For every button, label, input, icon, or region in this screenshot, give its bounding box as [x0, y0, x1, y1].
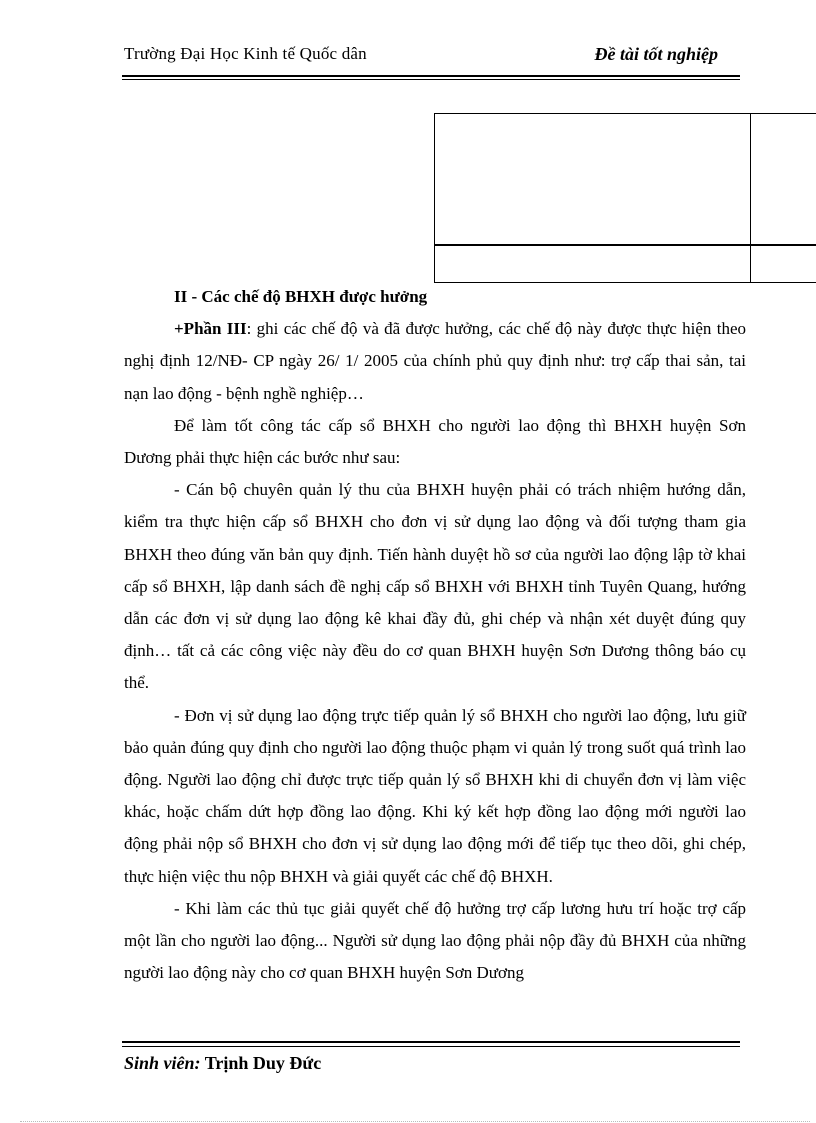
body-paragraph: - Đơn vị sử dụng lao động trực tiếp quản lý sổ BHXH cho người lao động, lưu giữ bảo quản đúng quy định cho người lao động thuộc phạm vi quản lý trong suốt quá trình lao động. Người lao động chỉ được trực tiếp quản lý sổ BHXH khi di chuyển đơn vị làm việc khác, hoặc chấm dứt hợp đồng lao động. Khi ký kết hợp đồng lao động mới người lao động phải nộp sổ BHXH cho đơn vị sử dụng lao động mới để tiếp tục theo dõi, ghi chép, thực hiện việc thu nộp BHXH và giải quyết các chế độ BHXH.	[124, 705, 746, 886]
part3-text: : ghi các chế độ và đã được hưởng, các chế độ này được thực hiện theo nghị định 12/NĐ- CP ngày 26/ 1/ 2005 của chính phủ quy định như: trợ cấp thai sản, tai nạn lao động - bệnh nghề nghiệp…	[124, 319, 747, 403]
body-paragraph: - Khi làm các thủ tục giải quyết chế độ hưởng trợ cấp lương hưu trí hoặc trợ cấp một lần cho người lao động... Người sử dụng lao động phải nộp đầy đủ BHXH của những người lao động này cho cơ quan BHXH huyện Sơn Dương	[124, 898, 746, 983]
table-top-border	[434, 113, 816, 114]
header-rule-bottom	[122, 79, 740, 80]
table-column-divider	[750, 113, 751, 283]
table-fragment	[434, 113, 816, 283]
body-paragraph: Để làm tốt công tác cấp sổ BHXH cho người lao động thì BHXH huyện Sơn Dương phải thực hiện các bước như sau:	[124, 415, 746, 468]
student-name: Trịnh Duy Đức	[204, 1053, 322, 1073]
page-footer	[124, 1053, 321, 1074]
student-label: Sinh viên:	[124, 1053, 201, 1073]
page-bottom-dotted-line	[20, 1121, 810, 1122]
part3-paragraph	[124, 313, 746, 410]
university-name: Trường Đại Học Kinh tế Quốc dân	[124, 44, 367, 63]
footer-rule-bottom	[122, 1046, 740, 1047]
body-paragraph: - Cán bộ chuyên quản lý thu của BHXH huyện phải có trách nhiệm hướng dẫn, kiểm tra thực hiện cấp sổ BHXH cho đơn vị sử dụng lao động và đối tượng tham gia BHXH theo đúng văn bản quy định. Tiến hành duyệt hồ sơ của người lao động lập tờ khai cấp sổ BHXH, lập danh sách đề nghị cấp sổ BHXH với BHXH tỉnh Tuyên Quang, hướng dẫn các đơn vị sử dụng lao động kê khai đầy đủ, ghi chép và nhận xét duyệt đúng quy định… tất cả các công việc này đều do cơ quan BHXH huyện Sơn Dương thông báo cụ thể.	[124, 480, 746, 693]
document-body	[124, 281, 746, 989]
table-left-border	[434, 113, 435, 283]
table-row-divider	[434, 244, 816, 246]
footer-rule-top	[122, 1041, 740, 1043]
section-heading: II - Các chế độ BHXH được hưởng	[174, 287, 428, 306]
document-type: Đề tài tốt nghiệp	[594, 44, 718, 64]
part3-label: +Phần III	[174, 319, 247, 339]
header-rule-top	[122, 75, 740, 77]
